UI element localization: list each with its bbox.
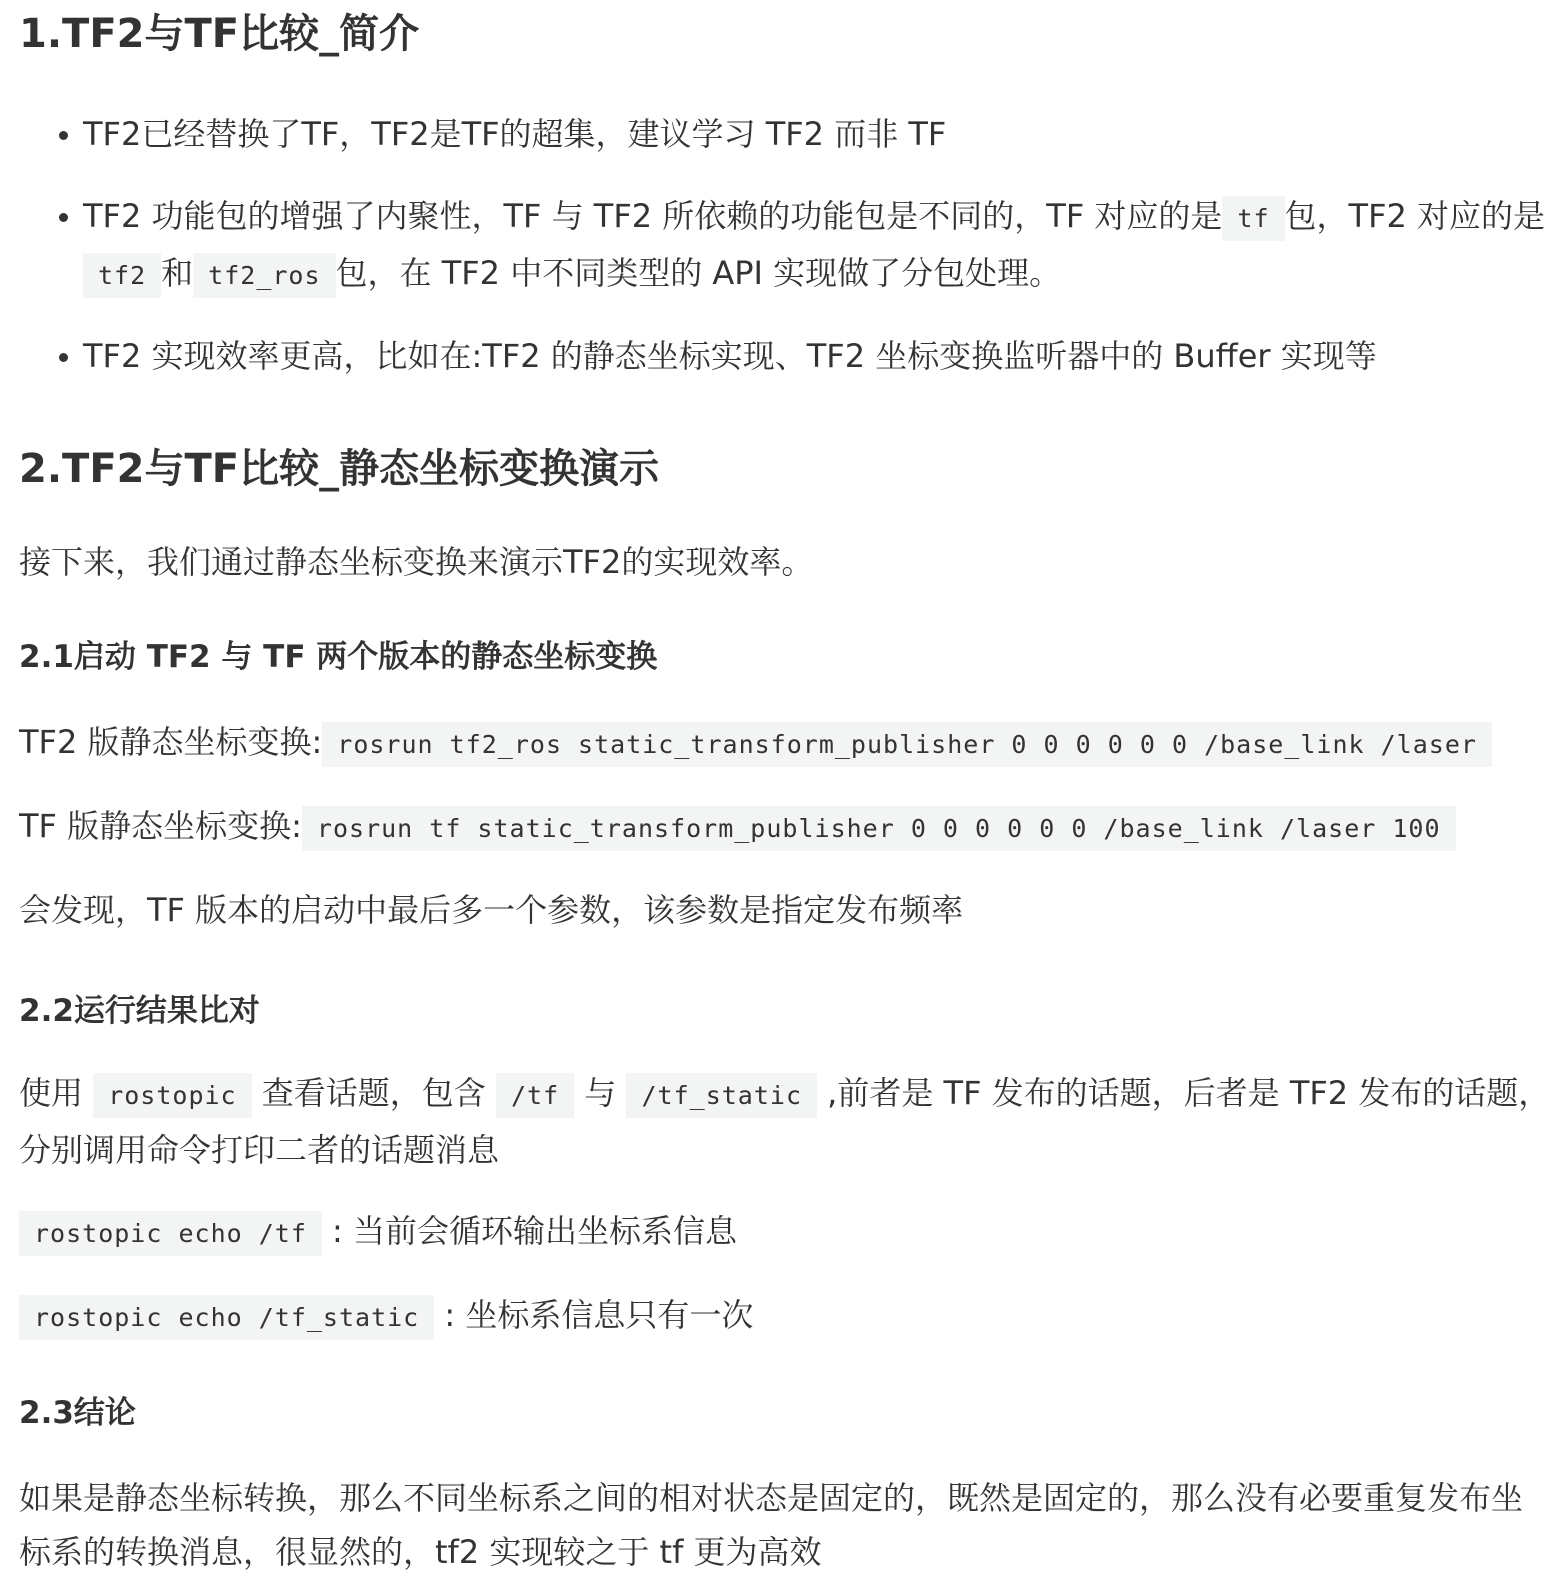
inline-code: /tf_static — [626, 1073, 817, 1118]
subheading-conclusion: 2.3结论 — [19, 1395, 136, 1431]
inline-code: tf2 — [83, 253, 161, 298]
bullet-text: TF2已经替换了TF，TF2是TF的超集，建议学习 TF2 而非 TF — [83, 115, 947, 153]
paragraph-finding: 会发现，TF 版本的启动中最后多一个参数，该参数是指定发布频率 — [19, 891, 964, 929]
text-span: 与 — [584, 1074, 617, 1112]
tf2-command-code: rosrun tf2_ros static_transform_publisher 0 0 0 0 0 0 /base_link /laser — [322, 722, 1492, 767]
bullet-text: TF2 功能包的增强了内聚性，TF 与 TF2 所依赖的功能包是不同的，TF 对应的是 — [83, 197, 1223, 235]
tf-label: TF 版静态坐标变换: — [19, 807, 302, 845]
paragraph-conclusion: 如果是静态坐标转换，那么不同坐标系之间的相对状态是固定的，既然是固定的，那么没有必要重复发布坐标系的转换消息，很显然的，tf2 实现较之于 tf 更为高效 — [19, 1479, 1524, 1571]
tf-command-code: rosrun tf static_transform_publisher 0 0 0 0 0 0 /base_link /laser 100 — [302, 806, 1456, 851]
paragraph-rostopic — [19, 1066, 1553, 1177]
paragraph-echo-tf — [19, 1204, 1553, 1261]
list-item — [83, 329, 1553, 383]
bullet-text: 包，TF2 对应的是 — [1284, 197, 1546, 235]
bullet-text: 包，在 TF2 中不同类型的 API 实现做了分包处理。 — [335, 254, 1062, 292]
echo-tf-static-text: : 坐标系信息只有一次 — [444, 1296, 754, 1334]
inline-code: /tf — [496, 1073, 574, 1118]
echo-tf-static-code: rostopic echo /tf_static — [19, 1295, 434, 1340]
section-heading-intro: 1.TF2与TF比较_简介 — [19, 11, 420, 57]
paragraph-echo-tf-static — [19, 1288, 1553, 1345]
paragraph-tf-command — [19, 799, 1553, 856]
list-item — [83, 189, 1553, 303]
intro-bullet-list — [19, 107, 1553, 383]
tf2-label: TF2 版静态坐标变换: — [19, 723, 323, 761]
inline-code: rostopic — [93, 1073, 251, 1118]
section-heading-static-transform-demo: 2.TF2与TF比较_静态坐标变换演示 — [19, 446, 660, 492]
paragraph-tf2-command — [19, 715, 1553, 772]
bullet-text: TF2 实现效率更高，比如在:TF2 的静态坐标实现、TF2 坐标变换监听器中的 Buffer 实现等 — [83, 337, 1377, 375]
inline-code: tf — [1222, 196, 1284, 241]
list-item — [83, 107, 1553, 161]
text-span: ,前者是 TF 发布的话题，后者是 TF2 发布的话题，分别调用命令打印二者的话题消息 — [19, 1074, 1551, 1169]
echo-tf-code: rostopic echo /tf — [19, 1211, 322, 1256]
paragraph-intro: 接下来，我们通过静态坐标变换来演示TF2的实现效率。 — [19, 543, 814, 581]
bullet-text: 和 — [161, 254, 194, 292]
inline-code: tf2_ros — [193, 253, 335, 298]
text-span: 查看话题，包含 — [261, 1074, 486, 1112]
subheading-result-compare: 2.2运行结果比对 — [19, 993, 260, 1029]
echo-tf-text: : 当前会循环输出坐标系信息 — [332, 1212, 738, 1250]
subheading-launch: 2.1启动 TF2 与 TF 两个版本的静态坐标变换 — [19, 639, 658, 675]
text-span: 使用 — [19, 1074, 84, 1112]
